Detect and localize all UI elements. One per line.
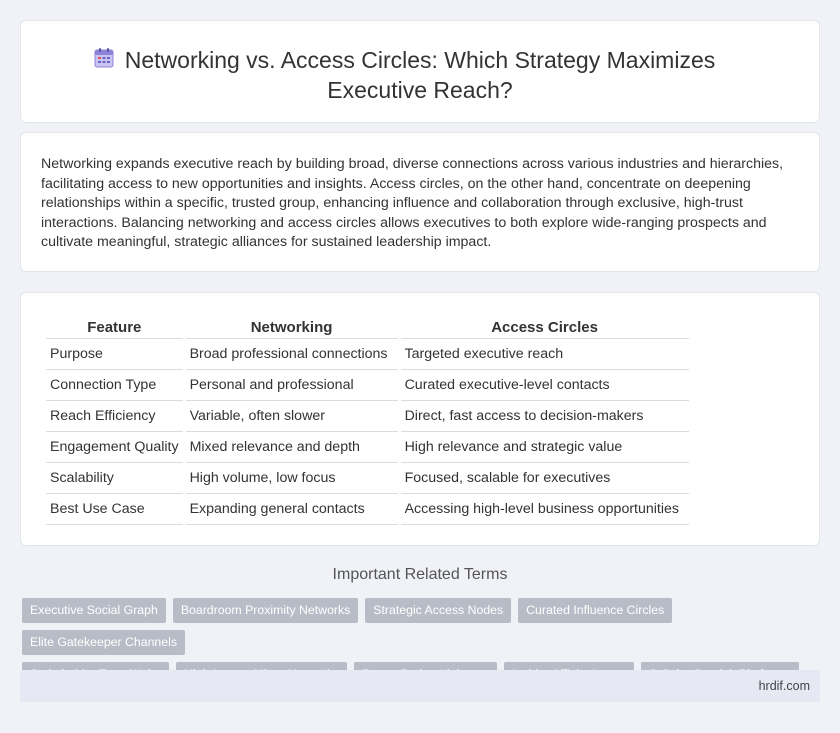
header-networking: Networking bbox=[186, 315, 398, 339]
table-cell: Direct, fast access to decision-makers bbox=[401, 401, 689, 432]
intro-card bbox=[20, 132, 820, 272]
table-cell: Targeted executive reach bbox=[401, 339, 689, 370]
related-term-tag[interactable]: Elite Gatekeeper Channels bbox=[22, 630, 185, 655]
comparison-card bbox=[20, 292, 820, 546]
table-header-row bbox=[46, 315, 689, 339]
page-title bbox=[21, 45, 819, 105]
footer-site-link[interactable]: hrdif.com bbox=[758, 679, 810, 693]
title-card bbox=[20, 20, 820, 123]
table-row bbox=[46, 339, 689, 370]
table-row bbox=[46, 432, 689, 463]
header-access-circles: Access Circles bbox=[401, 315, 689, 339]
table-row bbox=[46, 494, 689, 525]
table-cell: Personal and professional bbox=[186, 370, 398, 401]
table-cell: Broad professional connections bbox=[186, 339, 398, 370]
table-cell: Variable, often slower bbox=[186, 401, 398, 432]
table-cell: Scalability bbox=[46, 463, 183, 494]
table-cell: Accessing high-level business opportunities bbox=[401, 494, 689, 525]
page-title-text: Networking vs. Access Circles: Which Strategy Maximizes Executive Reach? bbox=[124, 47, 716, 103]
table-cell: Engagement Quality bbox=[46, 432, 183, 463]
related-term-tag[interactable]: Boardroom Proximity Networks bbox=[173, 598, 358, 623]
table-row bbox=[46, 463, 689, 494]
related-terms-heading: Important Related Terms bbox=[332, 566, 508, 583]
related-term-tag[interactable]: Strategic Access Nodes bbox=[365, 598, 511, 623]
comparison-table bbox=[43, 315, 692, 525]
table-cell: Reach Efficiency bbox=[46, 401, 183, 432]
table-row bbox=[46, 401, 689, 432]
table-cell: Best Use Case bbox=[46, 494, 183, 525]
table-cell: Purpose bbox=[46, 339, 183, 370]
table-cell: High relevance and strategic value bbox=[401, 432, 689, 463]
intro-paragraph: Networking expands executive reach by building broad, diverse connections across various industries and hierarchies, facilitating access to new opportunities and insights. Access circles, on the other hand, concentrate on deepening relationships within a specific, trusted group, enhancing influence and collaboration through exclusive, high-trust interactions. Balancing networking and access circles allows executives to both explore wide-ranging prospects and cultivate meaningful, strategic alliances for sustained leadership impact. bbox=[41, 156, 784, 250]
header-feature: Feature bbox=[46, 315, 183, 339]
table-cell: Focused, scalable for executives bbox=[401, 463, 689, 494]
footer-bar bbox=[20, 670, 820, 702]
table-cell: Mixed relevance and depth bbox=[186, 432, 398, 463]
table-cell: Expanding general contacts bbox=[186, 494, 398, 525]
related-term-tag[interactable]: Executive Social Graph bbox=[22, 598, 166, 623]
table-cell: High volume, low focus bbox=[186, 463, 398, 494]
table-cell: Connection Type bbox=[46, 370, 183, 401]
table-cell: Curated executive-level contacts bbox=[401, 370, 689, 401]
table-row bbox=[46, 370, 689, 401]
related-term-tag[interactable]: Curated Influence Circles bbox=[518, 598, 672, 623]
